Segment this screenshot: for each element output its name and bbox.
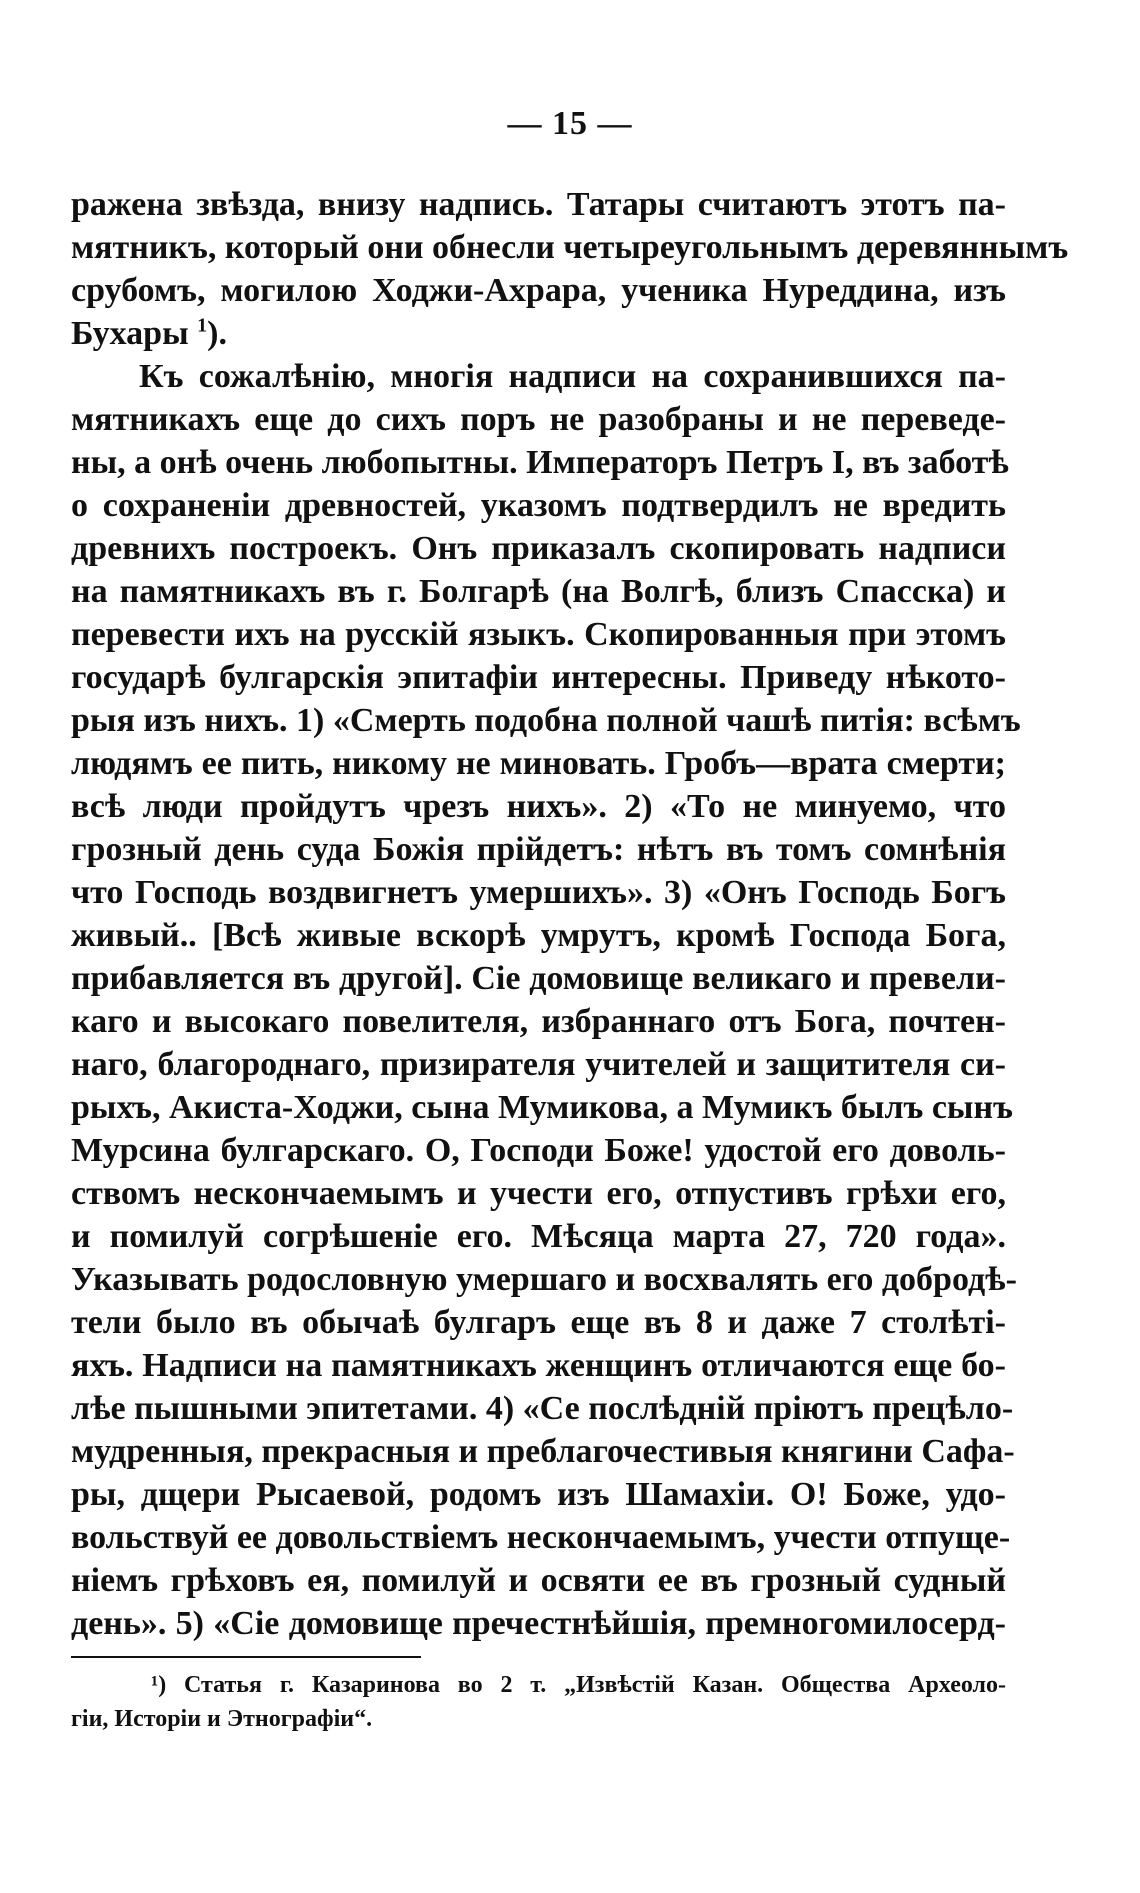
footnote <box>71 1668 1006 1736</box>
text-line: ры, дщери Рысаевой, родомъ изъ Шамахіи. О! Боже, удо- <box>71 1476 1006 1513</box>
footnote-line: ¹) Статья г. Казаринова во 2 т. „Извѣстій Казан. Общества Археоло- <box>151 1672 1006 1698</box>
footnote-reference: 1 <box>197 314 208 337</box>
text-line: перевести ихъ на русскій языкъ. Скопированныя при этомъ <box>71 616 1006 653</box>
paragraph-2 <box>71 355 1021 1645</box>
text-line: ствомъ нескончаемымъ и учести его, отпустивъ грѣхи его, <box>71 1175 1006 1212</box>
text-line: каго и высокаго повелителя, избраннаго отъ Бога, почтен- <box>71 1003 1006 1040</box>
text-line: наго, благороднаго, призирателя учителей и защитителя си- <box>71 1046 1006 1083</box>
text-line: что Господь воздвигнетъ умершихъ». 3) «Онъ Господь Богъ <box>71 874 1006 911</box>
text-line: мятникахъ еще до сихъ поръ не разобраны и не переведе- <box>71 401 1006 438</box>
text-line: Къ сожалѣнію, многія надписи на сохранившихся па- <box>139 358 1006 395</box>
text-line: вольствуй ее довольствіемъ нескончаемымъ, учести отпуще- <box>71 1519 1011 1556</box>
text-line: лѣе пышными эпитетами. 4) «Се послѣдній пріютъ прецѣло- <box>71 1390 1014 1427</box>
text-line: грозный день суда Божія прійдетъ: нѣтъ въ томъ сомнѣнія <box>71 831 1006 868</box>
text-line: Указывать родословную умершаго и восхвалять его добродѣ- <box>71 1261 1017 1298</box>
footnote-divider <box>71 1656 421 1658</box>
text-line: о сохраненіи древностей, указомъ подтвердилъ не вредить <box>71 487 1006 524</box>
text-line: яхъ. Надписи на памятникахъ женщинъ отличаются еще бо- <box>71 1347 1006 1384</box>
text-line: мудренныя, прекрасныя и преблагочестивыя княгини Сафа- <box>71 1433 1015 1470</box>
text-line: прибавляется въ другой]. Сіе домовище великаго и превели- <box>71 960 1006 997</box>
text-line: Мурсина булгарскаго. О, Господи Боже! удостой его доволь- <box>71 1132 1006 1169</box>
text-line: всѣ люди пройдутъ чрезъ нихъ». 2) «То не минуемо, что <box>71 788 1006 825</box>
text-line: ны, а онѣ очень любопытны. Императоръ Петръ I, въ заботѣ <box>71 444 1009 481</box>
paragraph-1 <box>71 183 1069 355</box>
footnote-line: гіи, Исторіи и Этнографіи“. <box>71 1706 373 1732</box>
text-line <box>71 312 1006 355</box>
text-line: ражена звѣзда, внизу надпись. Татары считаютъ этотъ па- <box>71 186 1006 223</box>
text-line: древнихъ построекъ. Онъ приказалъ скопировать надписи <box>71 530 1006 567</box>
text-fragment: Бухары <box>71 315 189 352</box>
text-line: рыхъ, Акиста-Ходжи, сына Мумикова, а Мумикъ былъ сынъ <box>71 1089 1013 1126</box>
page-number: — 15 — <box>507 105 633 142</box>
text-line: срубомъ, могилою Ходжи-Ахрара, ученика Нуреддина, изъ <box>71 272 1006 309</box>
text-line: мятникъ, который они обнесли четыреугольнымъ деревяннымъ <box>71 229 1069 266</box>
text-line: людямъ ее пить, никому не миновать. Гробъ—врата смерти; <box>71 745 1006 782</box>
text-line: живый.. [Всѣ живые вскорѣ умрутъ, кромѣ Господа Бога, <box>71 917 1006 954</box>
text-line: государѣ булгарскія эпитафіи интересны. Приведу нѣкото- <box>71 659 1006 696</box>
text-line: ніемъ грѣховъ ея, помилуй и освяти ее въ грозный судный <box>71 1562 1006 1599</box>
text-fragment: ). <box>207 315 227 352</box>
text-line: тели было въ обычаѣ булгаръ еще въ 8 и даже 7 столѣті- <box>71 1304 1006 1341</box>
text-line: рыя изъ нихъ. 1) «Смерть подобна полной чашѣ питія: всѣмъ <box>71 702 1021 739</box>
text-line: и помилуй согрѣшеніе его. Мѣсяца марта 27, 720 года». <box>71 1218 1006 1255</box>
main-text <box>71 183 1069 1645</box>
text-line: на памятникахъ въ г. Болгарѣ (на Волгѣ, близъ Спасска) и <box>71 573 1006 610</box>
text-line: день». 5) «Сіе домовище пречестнѣйшія, премногомилосерд- <box>71 1605 1006 1642</box>
